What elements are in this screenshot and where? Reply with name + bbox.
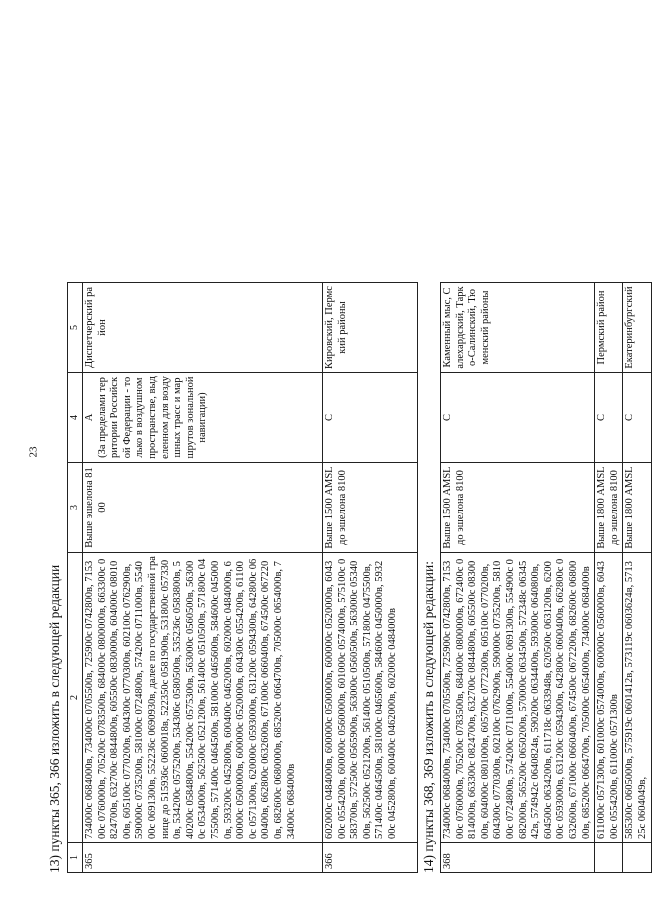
table-items-365-366 <box>67 282 418 873</box>
altitude-limits-cell: Выше 1500 AMSL до эшелона 8100 <box>441 463 595 553</box>
altitude-limits-cell: Выше 1500 AMSL до эшелона 8100 <box>323 463 418 553</box>
item-number <box>595 843 623 873</box>
heading-items-368-369: 14) пункты 368, 369 изложить в следующей редакции: <box>421 560 436 873</box>
airspace-class-cell <box>83 373 323 463</box>
header-col-5: 5 <box>68 283 83 373</box>
table-items-368-369 <box>440 282 652 873</box>
rotated-page-content <box>45 18 648 888</box>
page-number: 23 <box>27 446 40 458</box>
altitude-limits-cell: Выше 1800 AMSL до эшелона 8100 <box>595 463 623 553</box>
region-cell: Пермский район <box>595 283 623 373</box>
table-row <box>83 283 323 873</box>
region-cell: Каменный мыс, Салехардский, Тарко-Салинский, Тюменский районы <box>441 283 595 373</box>
header-col-3: 3 <box>68 463 83 553</box>
airspace-class-cell: С <box>323 373 418 463</box>
altitude-limits-cell: Выше эшелона 8100 <box>83 463 323 553</box>
airspace-class: А <box>84 413 95 422</box>
header-col-4: 4 <box>68 373 83 463</box>
coordinates-cell: 585300с 0605000в, 575919с 0601412в, 573119с 0603624в, 571325с 0604049в, <box>623 553 651 843</box>
airspace-class-cell: С <box>441 373 595 463</box>
airspace-class-cell: С <box>623 373 651 463</box>
airspace-class-cell: С <box>595 373 623 463</box>
coordinates-cell: 611000с 0571300в, 601000с 0574000в, 600000с 0560000в, 604300с 0554200в, 611000с 0571300в <box>595 553 623 843</box>
region-cell: Екатеринбургский <box>623 283 651 373</box>
item-number: 365 <box>83 843 323 873</box>
altitude-limits-cell: Выше 1800 AMSL <box>623 463 651 553</box>
table-row <box>323 283 418 873</box>
table-header-row <box>68 283 83 873</box>
coordinates-cell: 734000с 0684000в, 734000с 0705500в, 725900с 0742800в, 715300с 0760000в, 705200с 0783500в, 684000с 0800000в, 672400с 0814000в, 663300с 0824700в, 632700с 0844800в, 605500с 0830000в, 604000с 0801000в, 605700с 0772300в, 605100с 0770200в, 604300с 0770300в, 602100с 0762900в, 590000с 0735200в, 581000с 0724800в, 574200с 0711000в, 554000с 0691300в, 554900с 0682000в, 565200с 0650200в, 570000с 0634500в, 572348с 0634542в, 574942с 0640824в, 590200с 0634400в, 593000с 0640800в, 604500с 0634200в, 611718с 0633948в, 620500с 0631200в, 620000с 0593000в, 631200с 0594300в, 642800с 0600400в, 662800с 0632600в, 671000с 0660400в, 674500с 0672200в, 682600с 0680000в, 685200с 0664700в, 705000с 0654000в, 734000с 0684000в <box>441 553 595 843</box>
table-row <box>595 283 623 873</box>
coordinates-cell: 734000с 0684000в, 734000с 0705500в, 725900с 0742800в, 715300с 0760000в, 705200с 0783500в, 684000с 0800000в, 663300с 0824700в, 632700с 0844800в, 605500с 0830000в, 604000с 0801000в, 605100с 0770200в, 604300с 0770300в, 602100с 0762900в, 590000с 0735200в, 581000с 0724800в, 574200с 0711000в, 554000с 0691300в, 552236с 0690930в, далее по государственной границе до 515936с 0600018в, 522350с 0581900в, 531800с 0573300в, 534200с 0575200в, 534306с 0580500в, 535236с 0583800в, 540200с 0584800в, 554200с 0575300в, 563000с 0560500в, 563000с 0534000в, 562500с 0521200в, 561400с 0510500в, 571800с 0475500в, 571400с 0464500в, 581000с 0465600в, 584600с 0450000в, 593200с 0452800в, 600400с 0462000в, 602000с 0484000в, 600000с 0500000в, 600000с 0520000в, 604300с 0554200в, 611000с 0571300в, 620000с 0593000в, 631200с 0594300в, 642800с 0600400в, 662800с 0632600в, 671000с 0660400в, 674500с 0672200в, 682600с 0680000в, 685200с 0664700в, 705000с 0654000в, 734000с 0684000в <box>83 553 323 843</box>
header-col-1: 1 <box>68 843 83 873</box>
item-number: 366 <box>323 843 418 873</box>
region-cell: Диспетчерский район <box>83 283 323 373</box>
item-number: 368 <box>441 843 595 873</box>
coordinates-cell: 602000с 0484000в, 600000с 0500000в, 600000с 0520000в, 604300с 0554200в, 600000с 0560000в, 601000с 0574000в, 575100с 0583700в, 572500с 0565900в, 563000с 0560500в, 563000с 0534000в, 562500с 0521200в, 561400с 0510500в, 571800с 0475500в, 571400с 0464500в, 581000с 0465600в, 584600с 0450000в, 593200с 0452800в, 600400с 0462000в, 602000с 0484000в <box>323 553 418 843</box>
region-cell: Кировский, Пермский районы <box>323 283 418 373</box>
table-row <box>623 283 651 873</box>
table-row <box>441 283 595 873</box>
item-number <box>623 843 651 873</box>
heading-items-365-366: 13) пункты 365, 366 изложить в следующей редакции <box>47 564 62 873</box>
header-col-2: 2 <box>68 553 83 843</box>
airspace-class-note: (За пределами территории Российской Федерации - только в воздушном пространстве, выделенном для воздушных трасс и маршрутов зональной навигации) <box>96 376 209 459</box>
